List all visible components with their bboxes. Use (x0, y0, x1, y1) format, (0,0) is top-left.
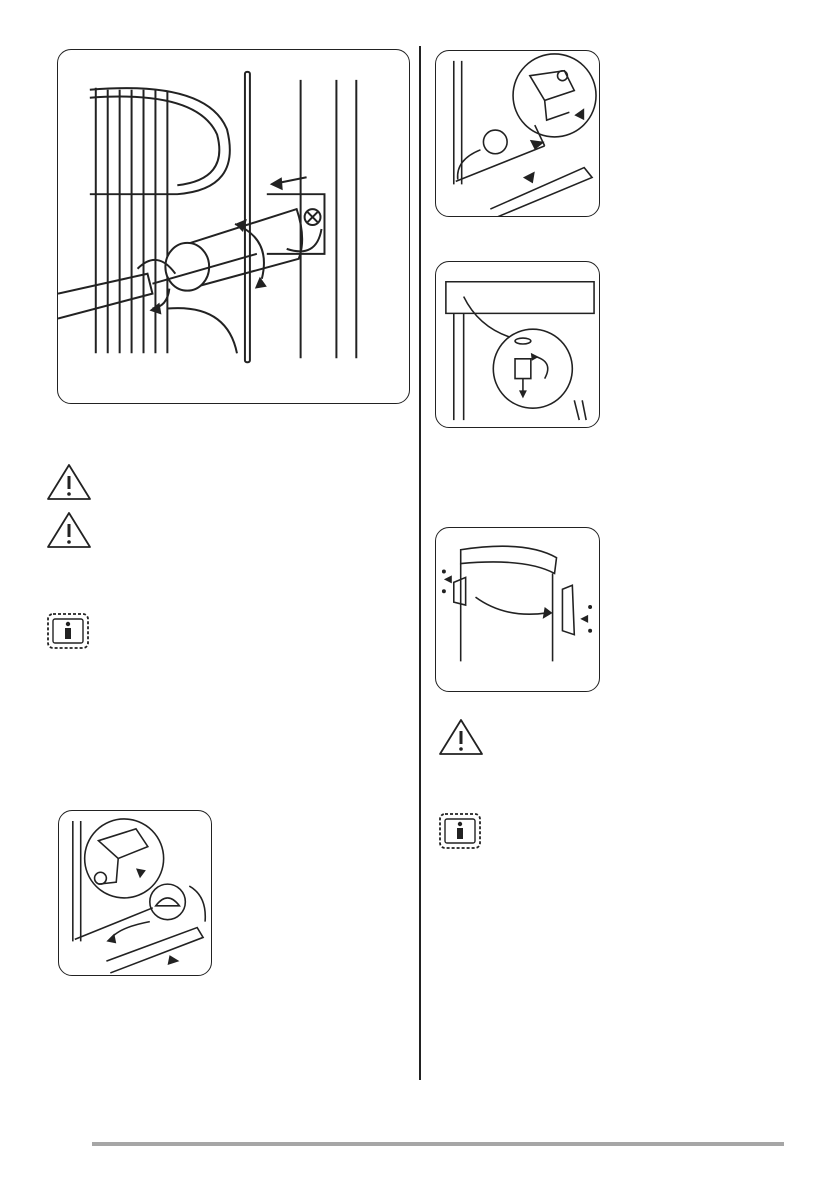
figure-remove-lower-hinge (58, 810, 212, 976)
footer-rule (92, 1142, 784, 1146)
warning-triangle-icon (45, 462, 93, 502)
column-divider (419, 46, 421, 1080)
cropped-footer-text (0, 1186, 190, 1192)
screwdriver-door-stop-illustration (58, 50, 409, 403)
figure-handle-swap (435, 527, 600, 692)
warning-triangle-icon (45, 510, 93, 550)
door-handle-swap-illustration (436, 528, 599, 691)
figure-top-hinge-pin (435, 261, 600, 428)
info-icon (46, 612, 90, 650)
info-icon (438, 812, 482, 850)
figure-fit-lower-hinge (435, 50, 600, 217)
figure-remove-door-stop (57, 49, 410, 404)
warning-triangle-icon (437, 717, 485, 757)
top-hinge-pin-illustration (436, 262, 599, 427)
lower-hinge-assembly-illustration (436, 51, 599, 216)
lower-hinge-removal-illustration (59, 811, 211, 975)
